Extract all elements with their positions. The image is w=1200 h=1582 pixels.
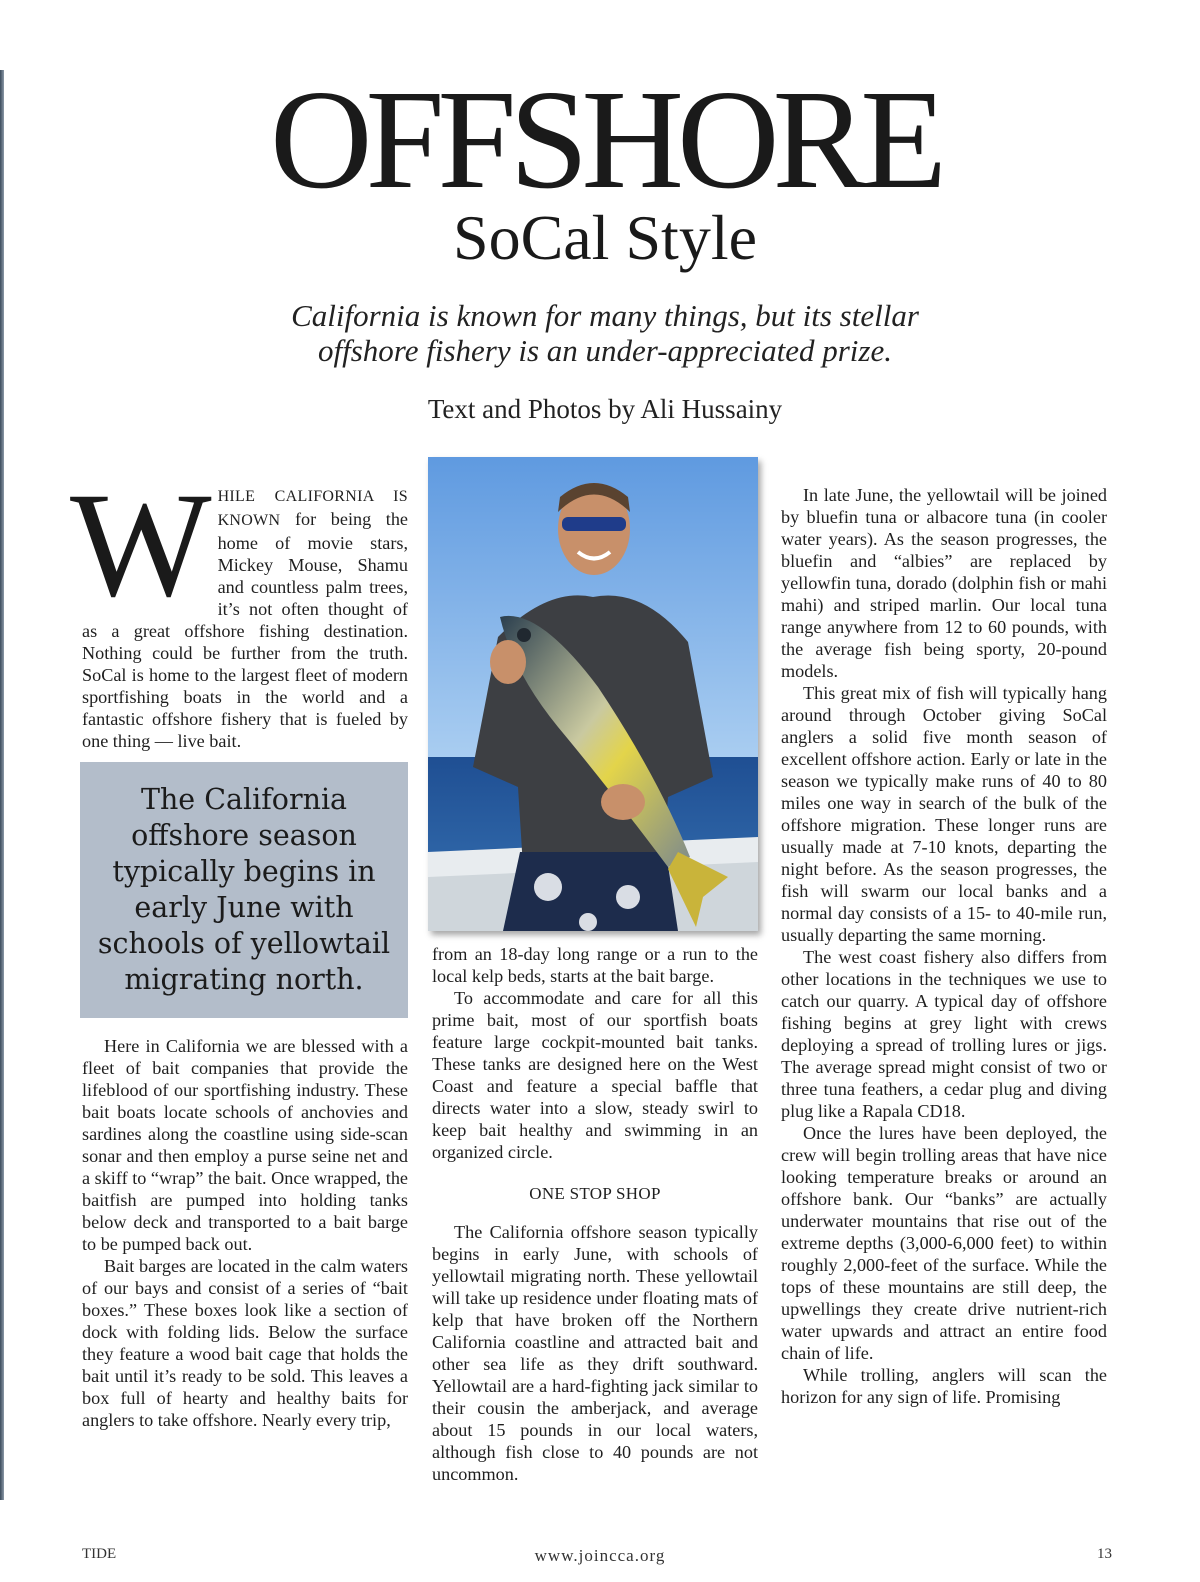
lead-paragraph <box>70 462 408 752</box>
paragraph: The California offshore season typically begins in early June, with schools of yellowtail migrating north. These yellowtail will take up residence under floating mats of kelp that have broken off the Northern California coastline and attracted bait and other sea life as they drift southward. Yellowtail are a hard-fighting jack similar to their cousin the amberjack, and average about 15 pounds in our local waters, although fish close to 40 pounds are not uncommon. <box>432 1222 758 1484</box>
column-2 <box>432 943 758 1485</box>
column-1-lead <box>70 462 408 752</box>
deck-line-2: offshore fishery is an under-appreciated prize. <box>318 333 892 368</box>
paragraph: from an 18-day long range or a run to the local kelp beds, starts at the bait barge. <box>432 944 758 986</box>
paragraph: Bait barges are located in the calm waters of our bays and consist of a series of “bait boxes.” These boxes look like a section of dock with folding lids. Below the surface they feature a wood bait cage that holds the bait until it’s ready to be sold. This leaves a box full of hearty and healthy baits for anglers to take offshore. Nearly every trip, <box>82 1256 408 1430</box>
drop-cap: W <box>70 462 212 628</box>
lead-text: for being the home of movie stars, Mickey Mouse, Shamu and countless palm trees, it’s not often thought of as a great offshore fishing destination. Nothing could be further from the truth. SoCal is home to the largest fleet of modern sportfishing boats in the world and a fantastic offshore fishery that is fueled by one thing — live bait. <box>82 509 408 751</box>
footer-magazine-name: TIDE <box>82 1546 117 1562</box>
article-title: OFFSHORE <box>269 60 941 218</box>
paragraph: This great mix of fish will typically hang around through October giving SoCal anglers a solid five month season of excellent offshore action. Early or late in the season we typically make runs of 40 to 80 miles one way in search of the bulk of the offshore migration. These longer runs are usually made at 7-10 knots, departing the night before. As the season progresses, the fish will swarm our local banks and a normal day consists of a 15- to 40-mile run, usually departing the same morning. <box>781 683 1107 945</box>
photo-illustration <box>428 457 758 931</box>
page-number: 13 <box>1097 1546 1112 1562</box>
paragraph: In late June, the yellowtail will be joined by bluefin tuna or albacore tuna (in cooler water years). As the season progresses, the bluefin and “albies” are replaced by yellowfin tuna, dorado (dolphin fish or mahi mahi) and striped marlin. Our local tuna range anywhere from 12 to 60 pounds, with the average fish being sporty, 20-pound models. <box>781 485 1107 681</box>
section-subhead: ONE STOP SHOP <box>529 1184 661 1203</box>
article-deck <box>0 298 1200 368</box>
article-subtitle: SoCal Style <box>452 202 758 273</box>
lead-smallcaps: HILE CALIFORNIA IS KNOWN <box>217 488 408 529</box>
paragraph: The west coast fishery also differs from other locations in the techniques we use to catch our quarry. A typical day of offshore fishing begins at grey light with crews deploying a spread of trolling lures or jigs. The average spread might consist of two or three tuna feathers, a cedar plug and diving plug like a Rapala CD18. <box>781 947 1107 1121</box>
paragraph: Here in California we are blessed with a fleet of bait companies that provide the lifeblood of our sportfishing industry. These bait boats locate schools of anchovies and sardines along the coastline using side-scan sonar and then employ a purse seine net and a skiff to “wrap” the bait. Once wrapped, the baitfish are pumped into holding tanks below deck and transported to a bait barge to be pumped back out. <box>82 1036 408 1254</box>
column-3 <box>781 484 1107 1408</box>
deck-line-1: California is known for many things, but its stellar <box>291 298 919 333</box>
paragraph: While trolling, anglers will scan the horizon for any sign of life. Promising <box>781 1365 1107 1407</box>
paragraph: To accommodate and care for all this prime bait, most of our sportfish boats feature large cockpit-mounted bait tanks. These tanks are designed here on the West Coast and feature a special baffle that directs water into a slow, steady swirl to keep bait healthy and swimming in an organized circle. <box>432 988 758 1162</box>
footer-website: www.joincca.org <box>534 1546 666 1565</box>
column-1-body <box>82 1035 408 1431</box>
paragraph: Once the lures have been deployed, the crew will begin trolling areas that have nice looking temperature breaks or around an offshore bank. Our “banks” are actually underwater mountains that rise out of the extreme depths (3,000-6,000 feet) to within roughly 2,000-feet of the surface. While the tops of these mountains are still deep, the upwellings they create drive nutrient-rich water upwards and attract an entire food chain of life. <box>781 1123 1107 1363</box>
byline: Text and Photos by Ali Hussainy <box>427 394 783 424</box>
angler-with-tuna-photo <box>428 457 758 931</box>
pull-quote-text: The California offshore season typically begins in early June with schools of yellowtail migrating north. <box>97 783 391 996</box>
page-spine-edge <box>0 70 4 1500</box>
pull-quote-box <box>80 762 408 1018</box>
